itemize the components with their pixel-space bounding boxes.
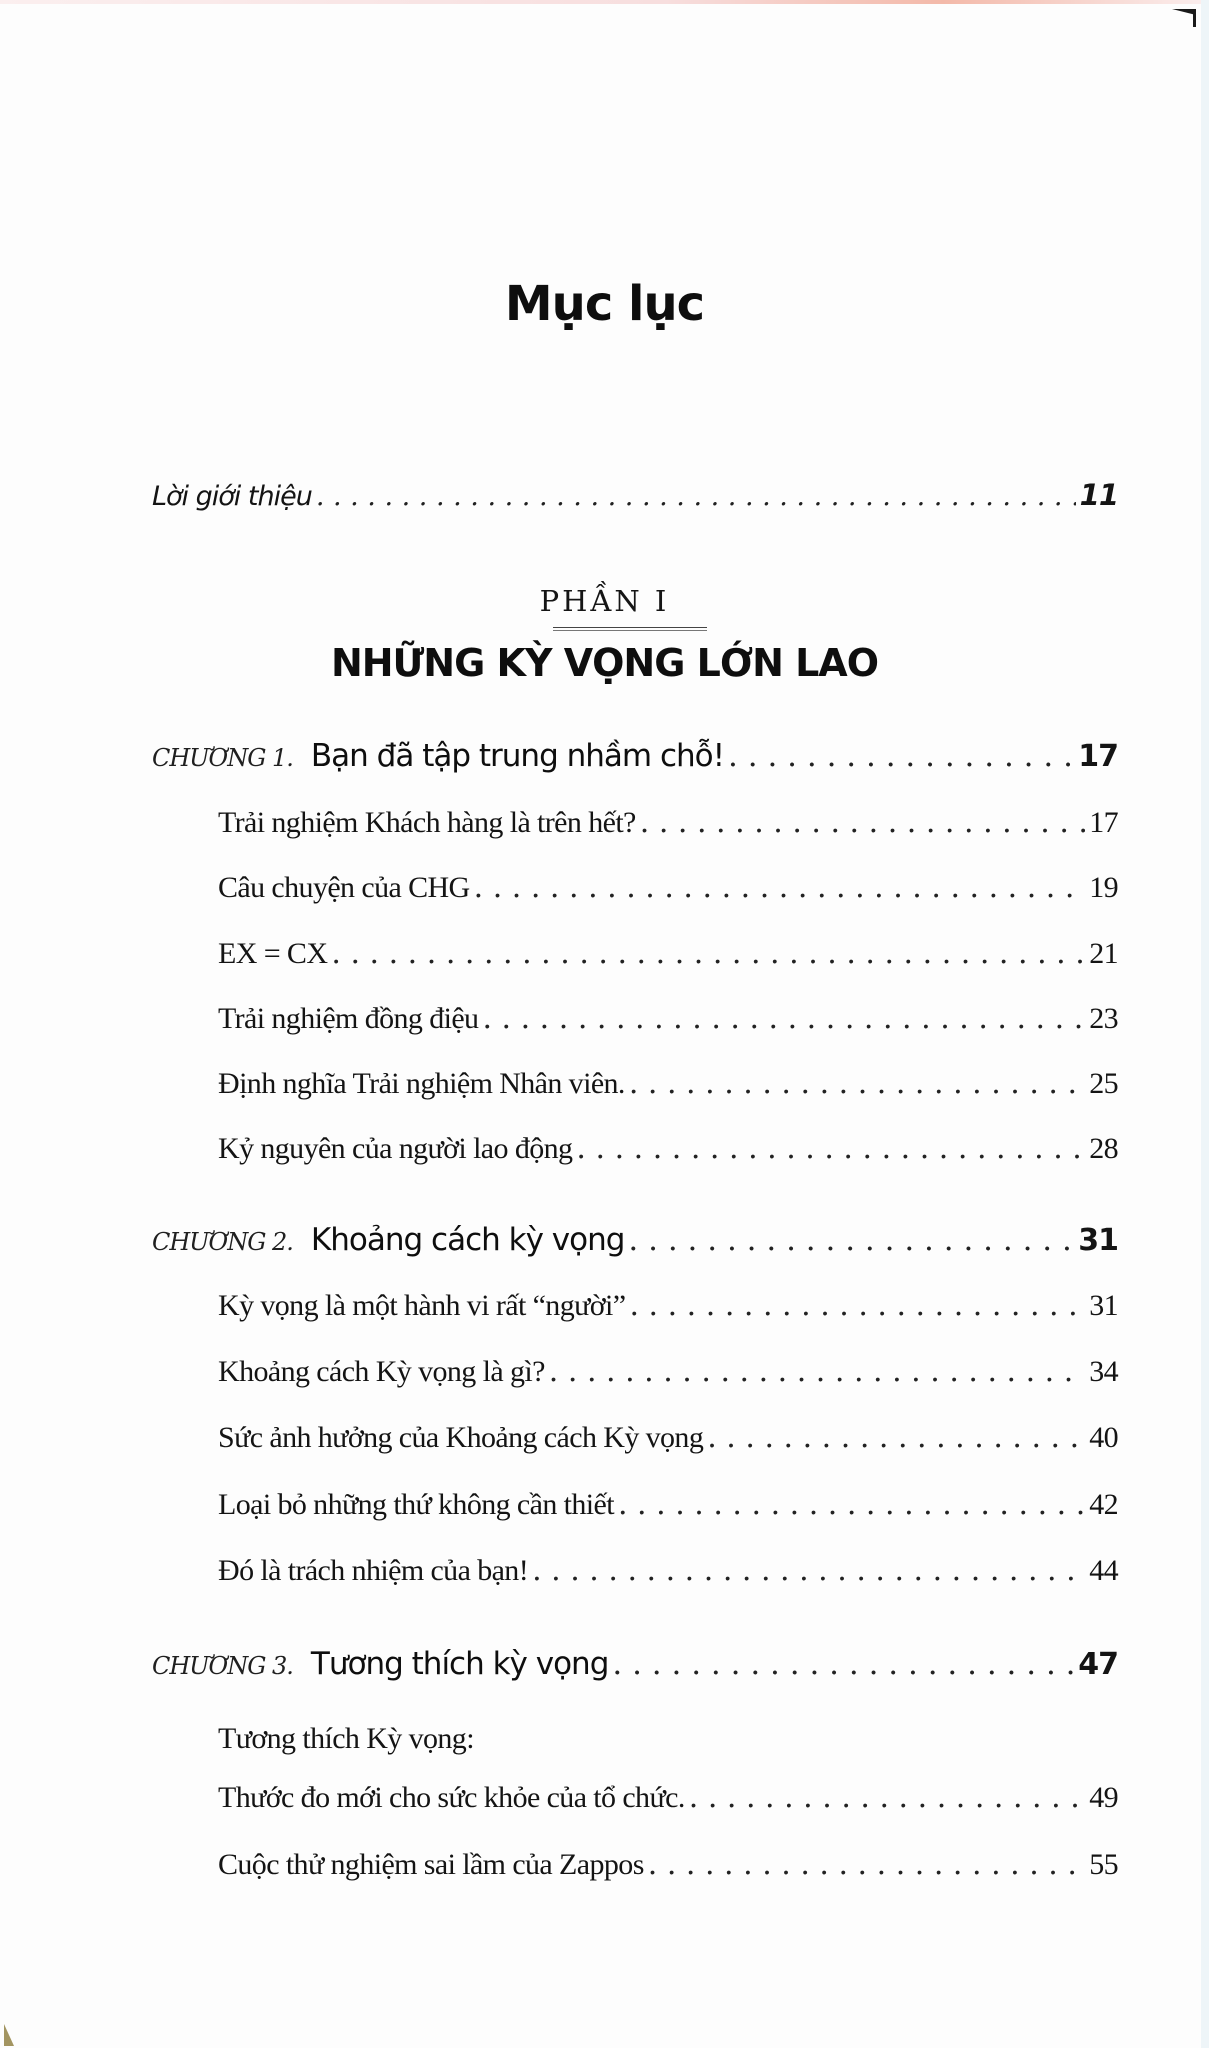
toc-chapter-3[interactable]	[152, 1646, 1118, 1682]
toc-page-number: 17	[1089, 806, 1118, 839]
dot-leader	[707, 1420, 1085, 1455]
toc-entry-title: Trải nghiệm Khách hàng là trên hết?	[218, 806, 636, 839]
toc-entry-title: Lời giới thiệu	[152, 481, 312, 512]
toc-section[interactable]	[218, 805, 1118, 840]
toc-page-number: 23	[1089, 1002, 1118, 1035]
dot-leader	[331, 936, 1085, 971]
dot-leader	[532, 1553, 1085, 1588]
dot-leader	[612, 1646, 1074, 1682]
toc-entry-title: Khoảng cách Kỳ vọng là gì?	[218, 1355, 545, 1388]
toc-entry-title: Câu chuyện của CHG	[218, 871, 470, 904]
toc-section[interactable]	[218, 1420, 1118, 1455]
dot-leader	[629, 1288, 1085, 1323]
chapter-label: CHƯƠNG 1.	[152, 744, 293, 772]
dot-leader	[549, 1354, 1085, 1389]
toc-entry-title: Đó là trách nhiệm của bạn!	[218, 1554, 529, 1587]
toc-page-number: 21	[1089, 937, 1118, 970]
chapter-label: CHƯƠNG 2.	[152, 1228, 293, 1256]
corner-mark-icon	[4, 2024, 14, 2046]
chapter-title: Bạn đã tập trung nhầm chỗ!	[310, 738, 725, 774]
toc-entry-title: EX = CX	[218, 937, 328, 970]
toc-entry-title: Cuộc thử nghiệm sai lầm của Zappos	[218, 1848, 644, 1881]
chapter-label: CHƯƠNG 3.	[152, 1652, 293, 1680]
toc-page-number: 28	[1089, 1132, 1118, 1165]
toc-entry-title: Sức ảnh hưởng của Khoảng cách Kỳ vọng	[218, 1421, 704, 1454]
dot-leader	[648, 1847, 1085, 1882]
dot-leader	[640, 805, 1085, 840]
toc-page-number: 55	[1089, 1848, 1118, 1881]
toc-page-number: 47	[1078, 1647, 1118, 1682]
toc-section[interactable]	[218, 1066, 1118, 1101]
toc-page-number: 11	[1079, 478, 1118, 512]
toc-section[interactable]	[218, 1487, 1118, 1522]
toc-section[interactable]	[218, 1553, 1118, 1588]
part-underline	[553, 627, 707, 631]
toc-entry-title: Kỷ nguyên của người lao động	[218, 1132, 573, 1165]
dot-leader	[689, 1780, 1085, 1815]
page-edge-top	[0, 0, 1209, 4]
toc-section[interactable]	[218, 1847, 1118, 1882]
dot-leader	[474, 870, 1086, 905]
toc-section-heading[interactable]: Tương thích Kỳ vọng:	[218, 1722, 474, 1755]
chapter-title: Tương thích kỳ vọng	[310, 1646, 609, 1682]
toc-entry-title: Định nghĩa Trải nghiệm Nhân viên.	[218, 1067, 625, 1100]
toc-page-number: 17	[1078, 739, 1118, 774]
toc-section[interactable]	[218, 1288, 1118, 1323]
toc-page-number: 34	[1089, 1355, 1118, 1388]
toc-section[interactable]	[218, 1001, 1118, 1036]
toc-section[interactable]	[218, 1780, 1118, 1815]
toc-page-number: 40	[1089, 1421, 1118, 1454]
toc-page-number: 31	[1089, 1289, 1118, 1322]
toc-page-number: 44	[1089, 1554, 1118, 1587]
toc-page-number: 19	[1089, 871, 1118, 904]
dot-leader	[728, 738, 1074, 774]
page-title: Mục lục	[504, 276, 705, 332]
toc-entry-title: Loại bỏ những thứ không cần thiết	[218, 1488, 614, 1521]
toc-page-number: 31	[1078, 1223, 1118, 1258]
toc-entry-intro[interactable]	[152, 478, 1118, 512]
part-title: NHỮNG KỲ VỌNG LỚN LAO	[330, 641, 879, 685]
dot-leader	[316, 481, 1076, 512]
toc-entry-title: Thước đo mới cho sức khỏe của tổ chức.	[218, 1781, 685, 1814]
corner-mark-icon	[1172, 9, 1196, 15]
dot-leader	[629, 1066, 1085, 1101]
dot-leader	[482, 1001, 1085, 1036]
toc-chapter-1[interactable]	[152, 738, 1118, 774]
toc-page-number: 42	[1089, 1488, 1118, 1521]
toc-entry-title: Kỳ vọng là một hành vi rất “người”	[218, 1289, 626, 1322]
toc-section[interactable]	[218, 870, 1118, 905]
toc-section[interactable]	[218, 1131, 1118, 1166]
dot-leader	[618, 1487, 1085, 1522]
part-label: PHẦN I	[539, 584, 670, 618]
toc-section[interactable]	[218, 936, 1118, 971]
chapter-title: Khoảng cách kỳ vọng	[310, 1222, 625, 1258]
toc-entry-title: Trải nghiệm đồng điệu	[218, 1002, 479, 1035]
toc-chapter-2[interactable]	[152, 1222, 1118, 1258]
toc-page-number: 49	[1089, 1781, 1118, 1814]
toc-page-number: 25	[1089, 1067, 1118, 1100]
dot-leader	[576, 1131, 1085, 1166]
dot-leader	[628, 1222, 1074, 1258]
toc-section[interactable]	[218, 1354, 1118, 1389]
